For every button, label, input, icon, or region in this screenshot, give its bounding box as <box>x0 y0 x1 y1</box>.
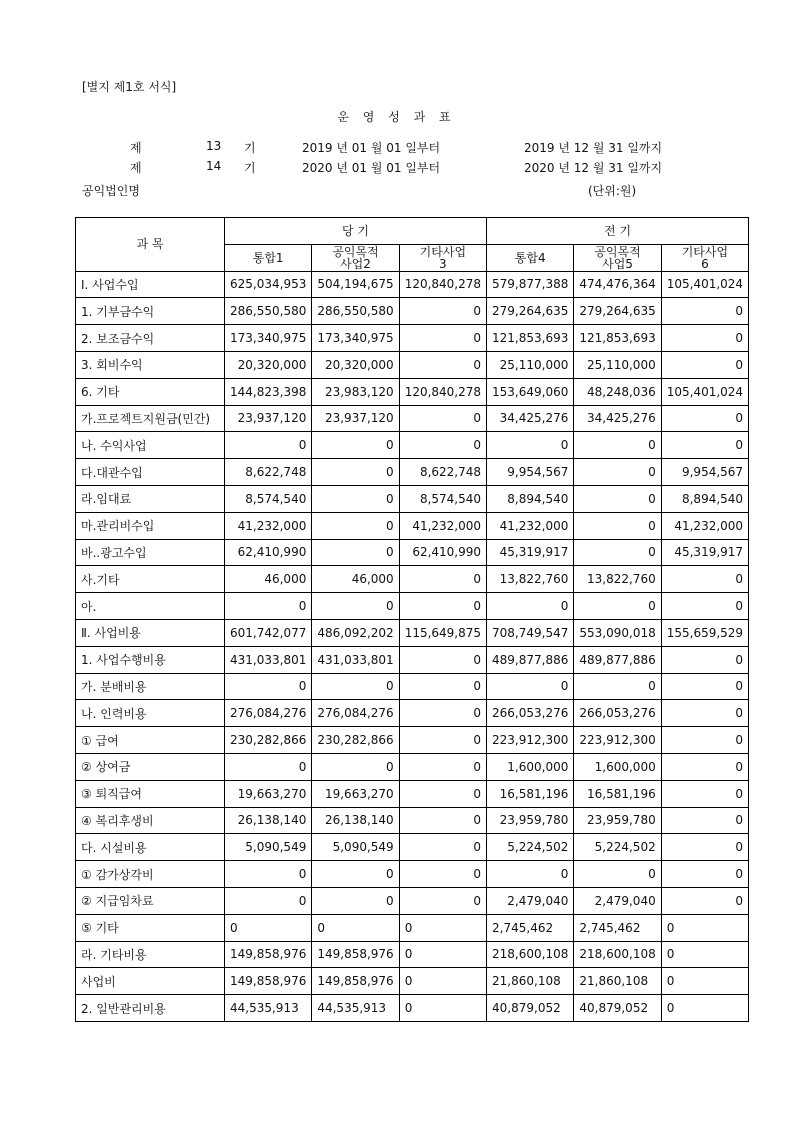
value-cell: 8,894,540 <box>487 485 574 512</box>
value-cell: 149,858,976 <box>225 941 312 968</box>
value-cell: 0 <box>661 566 748 593</box>
header-col: 통합4 <box>487 244 574 271</box>
value-cell: 0 <box>225 593 312 620</box>
value-cell: 25,110,000 <box>574 351 661 378</box>
value-cell: 5,224,502 <box>487 834 574 861</box>
row-label: ① 급여 <box>76 727 225 754</box>
value-cell: 0 <box>399 646 486 673</box>
value-cell: 0 <box>661 968 748 995</box>
value-cell: 8,622,748 <box>225 459 312 486</box>
value-cell: 120,840,278 <box>399 378 486 405</box>
row-label: 사.기타 <box>76 566 225 593</box>
value-cell: 0 <box>574 459 661 486</box>
header-current-period: 당 기 <box>225 218 487 245</box>
value-cell: 105,401,024 <box>661 271 748 298</box>
period-line <box>0 159 793 177</box>
value-cell: 153,649,060 <box>487 378 574 405</box>
value-cell: 5,090,549 <box>312 834 399 861</box>
value-cell: 223,912,300 <box>574 727 661 754</box>
value-cell: 0 <box>225 914 312 941</box>
value-cell: 279,264,635 <box>487 298 574 325</box>
value-cell: 0 <box>312 485 399 512</box>
row-label: 아. <box>76 593 225 620</box>
value-cell: 0 <box>661 861 748 888</box>
value-cell: 0 <box>661 914 748 941</box>
header-col: 공익목적 사업2 <box>312 244 399 271</box>
value-cell: 21,860,108 <box>487 968 574 995</box>
header-col: 통합1 <box>225 244 312 271</box>
table-row <box>76 539 749 566</box>
value-cell: 0 <box>225 673 312 700</box>
value-cell: 625,034,953 <box>225 271 312 298</box>
value-cell: 286,550,580 <box>225 298 312 325</box>
value-cell: 46,000 <box>312 566 399 593</box>
value-cell: 0 <box>661 727 748 754</box>
value-cell: 1,600,000 <box>574 753 661 780</box>
value-cell: 9,954,567 <box>487 459 574 486</box>
value-cell: 0 <box>399 325 486 352</box>
row-label: ① 감가상각비 <box>76 861 225 888</box>
value-cell: 0 <box>312 753 399 780</box>
unit-label: (단위:원) <box>588 184 637 198</box>
table-row <box>76 298 749 325</box>
row-label: ③ 퇴직급여 <box>76 780 225 807</box>
value-cell: 0 <box>399 887 486 914</box>
value-cell: 19,663,270 <box>225 780 312 807</box>
value-cell: 266,053,276 <box>487 700 574 727</box>
value-cell: 0 <box>487 861 574 888</box>
value-cell: 149,858,976 <box>312 968 399 995</box>
row-label: 나. 수익사업 <box>76 432 225 459</box>
value-cell: 23,983,120 <box>312 378 399 405</box>
operating-results-table <box>75 217 749 1022</box>
value-cell: 0 <box>661 941 748 968</box>
value-cell: 0 <box>574 593 661 620</box>
value-cell: 5,090,549 <box>225 834 312 861</box>
value-cell: 26,138,140 <box>312 807 399 834</box>
value-cell: 0 <box>399 727 486 754</box>
value-cell: 0 <box>399 700 486 727</box>
table-row <box>76 432 749 459</box>
value-cell: 105,401,024 <box>661 378 748 405</box>
value-cell: 19,663,270 <box>312 780 399 807</box>
value-cell: 0 <box>661 432 748 459</box>
value-cell: 62,410,990 <box>225 539 312 566</box>
value-cell: 26,138,140 <box>225 807 312 834</box>
row-label: ② 지급임차료 <box>76 887 225 914</box>
table-row <box>76 807 749 834</box>
value-cell: 20,320,000 <box>312 351 399 378</box>
period-end: 2019 년 12 월 31 일까지 <box>524 141 663 155</box>
period-line <box>0 139 793 157</box>
value-cell: 46,000 <box>225 566 312 593</box>
value-cell: 279,264,635 <box>574 298 661 325</box>
header-col: 기타사업 6 <box>661 244 748 271</box>
period-end: 2020 년 12 월 31 일까지 <box>524 161 663 175</box>
value-cell: 230,282,866 <box>312 727 399 754</box>
value-cell: 121,853,693 <box>487 325 574 352</box>
value-cell: 708,749,547 <box>487 619 574 646</box>
value-cell: 489,877,886 <box>487 646 574 673</box>
table-row <box>76 485 749 512</box>
table-row <box>76 271 749 298</box>
value-cell: 2,745,462 <box>487 914 574 941</box>
row-label: 다. 시설비용 <box>76 834 225 861</box>
row-label: 나. 인력비용 <box>76 700 225 727</box>
table-row <box>76 646 749 673</box>
table-row <box>76 351 749 378</box>
row-label: 라. 기타비용 <box>76 941 225 968</box>
table-row <box>76 566 749 593</box>
value-cell: 579,877,388 <box>487 271 574 298</box>
value-cell: 0 <box>225 432 312 459</box>
row-label: ④ 복리후생비 <box>76 807 225 834</box>
table-row <box>76 780 749 807</box>
row-label: 가.프로젝트지원금(민간) <box>76 405 225 432</box>
value-cell: 0 <box>661 646 748 673</box>
value-cell: 0 <box>312 459 399 486</box>
value-cell: 0 <box>661 700 748 727</box>
value-cell: 0 <box>661 807 748 834</box>
value-cell: 0 <box>661 405 748 432</box>
table-row <box>76 378 749 405</box>
value-cell: 0 <box>399 807 486 834</box>
value-cell: 0 <box>312 593 399 620</box>
value-cell: 0 <box>312 512 399 539</box>
value-cell: 144,823,398 <box>225 378 312 405</box>
value-cell: 218,600,108 <box>487 941 574 968</box>
value-cell: 0 <box>661 834 748 861</box>
value-cell: 0 <box>661 593 748 620</box>
value-cell: 0 <box>661 753 748 780</box>
value-cell: 1,600,000 <box>487 753 574 780</box>
value-cell: 8,574,540 <box>399 485 486 512</box>
value-cell: 0 <box>661 887 748 914</box>
value-cell: 41,232,000 <box>225 512 312 539</box>
period-je: 제 <box>130 161 142 175</box>
value-cell: 489,877,886 <box>574 646 661 673</box>
period-je: 제 <box>130 141 142 155</box>
value-cell: 0 <box>312 432 399 459</box>
value-cell: 8,894,540 <box>661 485 748 512</box>
table-row <box>76 727 749 754</box>
row-label: 다.대관수입 <box>76 459 225 486</box>
value-cell: 34,425,276 <box>574 405 661 432</box>
value-cell: 40,879,052 <box>487 995 574 1022</box>
value-cell: 45,319,917 <box>487 539 574 566</box>
row-label: ② 상여금 <box>76 753 225 780</box>
table-row <box>76 325 749 352</box>
value-cell: 0 <box>574 485 661 512</box>
value-cell: 44,535,913 <box>225 995 312 1022</box>
row-label: Ⅱ. 사업비용 <box>76 619 225 646</box>
value-cell: 0 <box>661 673 748 700</box>
value-cell: 2,479,040 <box>487 887 574 914</box>
value-cell: 13,822,760 <box>487 566 574 593</box>
value-cell: 0 <box>661 351 748 378</box>
value-cell: 0 <box>399 780 486 807</box>
table-row <box>76 887 749 914</box>
header-previous-period: 전 기 <box>487 218 749 245</box>
value-cell: 0 <box>312 539 399 566</box>
value-cell: 0 <box>661 325 748 352</box>
value-cell: 173,340,975 <box>312 325 399 352</box>
value-cell: 9,954,567 <box>661 459 748 486</box>
value-cell: 0 <box>487 432 574 459</box>
value-cell: 2,479,040 <box>574 887 661 914</box>
table-row <box>76 459 749 486</box>
row-label: 1. 사업수행비용 <box>76 646 225 673</box>
value-cell: 0 <box>574 539 661 566</box>
page-title: 운 영 성 과 표 <box>337 110 456 124</box>
value-cell: 0 <box>225 861 312 888</box>
row-label: 3. 회비수익 <box>76 351 225 378</box>
value-cell: 0 <box>225 753 312 780</box>
value-cell: 504,194,675 <box>312 271 399 298</box>
value-cell: 62,410,990 <box>399 539 486 566</box>
value-cell: 0 <box>661 298 748 325</box>
value-cell: 16,581,196 <box>487 780 574 807</box>
row-label: 라.임대료 <box>76 485 225 512</box>
value-cell: 0 <box>399 432 486 459</box>
period-start: 2019 년 01 월 01 일부터 <box>302 141 441 155</box>
value-cell: 41,232,000 <box>399 512 486 539</box>
value-cell: 13,822,760 <box>574 566 661 593</box>
value-cell: 8,574,540 <box>225 485 312 512</box>
form-number: [별지 제1호 서식] <box>82 80 177 94</box>
value-cell: 120,840,278 <box>399 271 486 298</box>
table-row <box>76 512 749 539</box>
value-cell: 34,425,276 <box>487 405 574 432</box>
value-cell: 155,659,529 <box>661 619 748 646</box>
value-cell: 223,912,300 <box>487 727 574 754</box>
value-cell: 0 <box>399 834 486 861</box>
value-cell: 553,090,018 <box>574 619 661 646</box>
value-cell: 601,742,077 <box>225 619 312 646</box>
table-row <box>76 941 749 968</box>
row-label: 마.관리비수입 <box>76 512 225 539</box>
value-cell: 115,649,875 <box>399 619 486 646</box>
value-cell: 266,053,276 <box>574 700 661 727</box>
table-row <box>76 753 749 780</box>
row-label: ⑤ 기타 <box>76 914 225 941</box>
value-cell: 23,959,780 <box>574 807 661 834</box>
row-label: 1. 기부금수익 <box>76 298 225 325</box>
value-cell: 474,476,364 <box>574 271 661 298</box>
value-cell: 8,622,748 <box>399 459 486 486</box>
value-cell: 0 <box>399 566 486 593</box>
value-cell: 25,110,000 <box>487 351 574 378</box>
value-cell: 44,535,913 <box>312 995 399 1022</box>
value-cell: 286,550,580 <box>312 298 399 325</box>
value-cell: 486,092,202 <box>312 619 399 646</box>
value-cell: 0 <box>312 861 399 888</box>
value-cell: 121,853,693 <box>574 325 661 352</box>
value-cell: 0 <box>399 673 486 700</box>
table-row <box>76 673 749 700</box>
value-cell: 0 <box>487 593 574 620</box>
period-gi: 기 <box>244 141 256 155</box>
value-cell: 0 <box>399 941 486 968</box>
value-cell: 276,084,276 <box>225 700 312 727</box>
table-row <box>76 968 749 995</box>
table-row <box>76 405 749 432</box>
row-label: Ⅰ. 사업수입 <box>76 271 225 298</box>
value-cell: 0 <box>399 968 486 995</box>
value-cell: 41,232,000 <box>487 512 574 539</box>
org-name-label: 공익법인명 <box>82 184 140 198</box>
value-cell: 431,033,801 <box>312 646 399 673</box>
value-cell: 0 <box>312 914 399 941</box>
value-cell: 0 <box>399 351 486 378</box>
value-cell: 431,033,801 <box>225 646 312 673</box>
period-term: 14 <box>206 159 222 173</box>
row-label: 2. 일반관리비용 <box>76 995 225 1022</box>
header-col: 기타사업 3 <box>399 244 486 271</box>
value-cell: 41,232,000 <box>661 512 748 539</box>
table-row <box>76 593 749 620</box>
value-cell: 40,879,052 <box>574 995 661 1022</box>
value-cell: 0 <box>399 861 486 888</box>
value-cell: 48,248,036 <box>574 378 661 405</box>
period-term: 13 <box>206 139 222 153</box>
table-row <box>76 861 749 888</box>
table-row <box>76 914 749 941</box>
value-cell: 0 <box>487 673 574 700</box>
value-cell: 218,600,108 <box>574 941 661 968</box>
value-cell: 23,937,120 <box>225 405 312 432</box>
table-row <box>76 995 749 1022</box>
period-start: 2020 년 01 월 01 일부터 <box>302 161 441 175</box>
table-row <box>76 700 749 727</box>
value-cell: 2,745,462 <box>574 914 661 941</box>
value-cell: 0 <box>399 995 486 1022</box>
value-cell: 0 <box>574 512 661 539</box>
value-cell: 20,320,000 <box>225 351 312 378</box>
value-cell: 0 <box>312 673 399 700</box>
value-cell: 16,581,196 <box>574 780 661 807</box>
row-label: 바..광고수입 <box>76 539 225 566</box>
row-label: 가. 분배비용 <box>76 673 225 700</box>
value-cell: 0 <box>574 861 661 888</box>
value-cell: 45,319,917 <box>661 539 748 566</box>
row-label: 사업비 <box>76 968 225 995</box>
value-cell: 23,959,780 <box>487 807 574 834</box>
header-subject: 과 목 <box>76 218 225 272</box>
value-cell: 0 <box>399 914 486 941</box>
value-cell: 173,340,975 <box>225 325 312 352</box>
value-cell: 0 <box>574 432 661 459</box>
value-cell: 276,084,276 <box>312 700 399 727</box>
table-row <box>76 834 749 861</box>
header-col: 공익목적 사업5 <box>574 244 661 271</box>
value-cell: 5,224,502 <box>574 834 661 861</box>
value-cell: 0 <box>399 298 486 325</box>
value-cell: 149,858,976 <box>225 968 312 995</box>
value-cell: 21,860,108 <box>574 968 661 995</box>
value-cell: 0 <box>661 780 748 807</box>
row-label: 2. 보조금수익 <box>76 325 225 352</box>
value-cell: 0 <box>399 405 486 432</box>
value-cell: 0 <box>661 995 748 1022</box>
value-cell: 0 <box>312 887 399 914</box>
table-row <box>76 619 749 646</box>
value-cell: 149,858,976 <box>312 941 399 968</box>
value-cell: 0 <box>399 753 486 780</box>
value-cell: 230,282,866 <box>225 727 312 754</box>
value-cell: 0 <box>574 673 661 700</box>
value-cell: 0 <box>399 593 486 620</box>
value-cell: 0 <box>225 887 312 914</box>
value-cell: 23,937,120 <box>312 405 399 432</box>
period-gi: 기 <box>244 161 256 175</box>
row-label: 6. 기타 <box>76 378 225 405</box>
